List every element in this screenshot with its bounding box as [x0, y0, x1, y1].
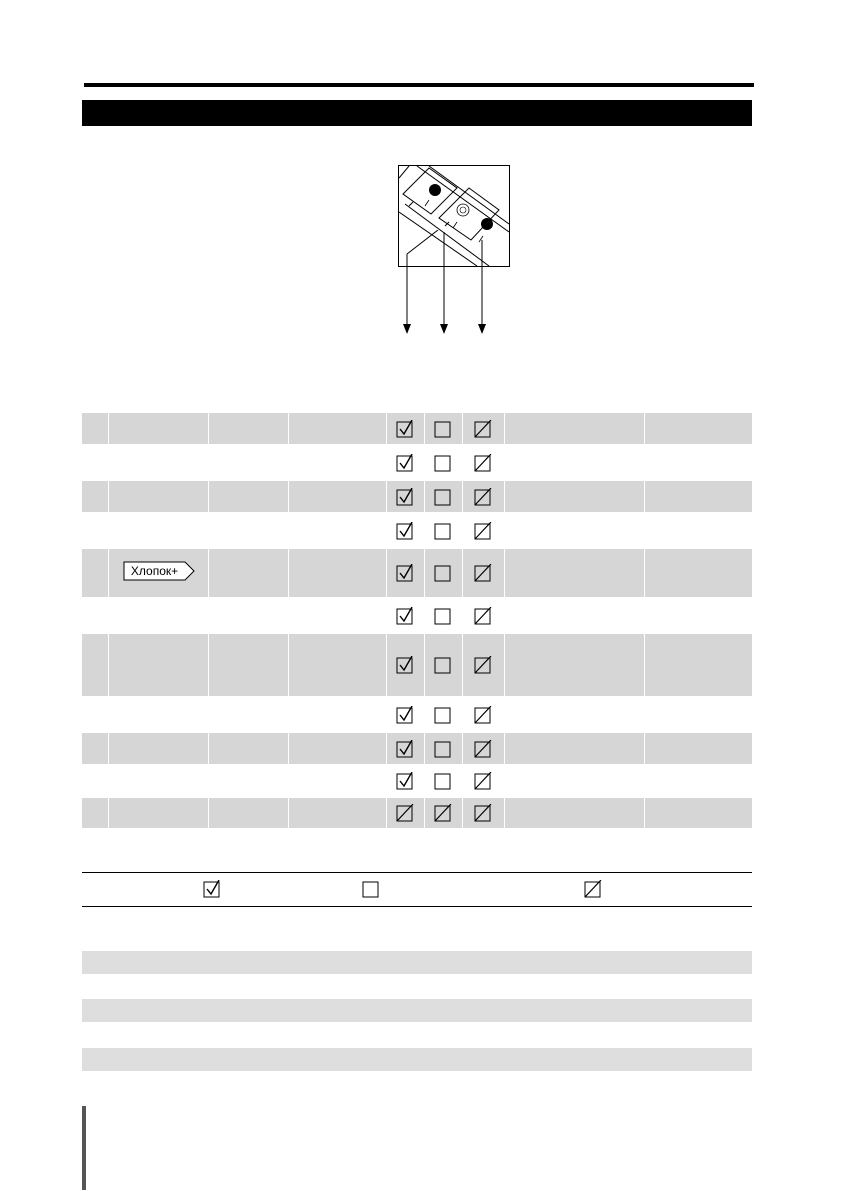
table-cell	[644, 798, 752, 828]
table-cell	[288, 698, 386, 731]
table-cell	[288, 446, 386, 479]
table-row	[82, 599, 752, 632]
table-cell	[504, 481, 644, 512]
table-cell	[386, 599, 424, 632]
empty-box-icon	[425, 420, 462, 438]
table-row	[82, 514, 752, 547]
check-mark-icon	[387, 564, 424, 582]
table-cell	[82, 549, 108, 597]
table-cell	[424, 549, 462, 597]
table-cell	[208, 733, 288, 764]
table-cell	[82, 413, 108, 444]
legend-empty-icon	[362, 880, 380, 898]
table-cell	[462, 766, 504, 796]
table-cell	[644, 766, 752, 796]
table-cell	[108, 514, 208, 547]
not-applicable-icon	[463, 488, 504, 506]
table-cell	[386, 481, 424, 512]
table-cell	[504, 634, 644, 696]
table-cell	[386, 733, 424, 764]
table-cell	[424, 514, 462, 547]
table-row	[82, 413, 752, 444]
table-cell	[504, 514, 644, 547]
table-cell	[424, 766, 462, 796]
table-cell	[644, 549, 752, 597]
table-cell	[504, 698, 644, 731]
check-mark-icon	[387, 772, 424, 790]
table-cell	[462, 634, 504, 696]
table-cell	[386, 798, 424, 828]
detergent-compartment-icon	[429, 184, 441, 196]
not-applicable-icon	[425, 804, 462, 822]
table-cell	[462, 413, 504, 444]
empty-box-icon	[425, 564, 462, 582]
not-applicable-icon	[463, 607, 504, 625]
table-cell	[288, 481, 386, 512]
table-cell	[108, 446, 208, 479]
table-cell	[462, 549, 504, 597]
table-cell	[424, 413, 462, 444]
table-cell	[108, 481, 208, 512]
not-applicable-icon	[463, 522, 504, 540]
table-cell	[386, 698, 424, 731]
empty-box-icon	[425, 607, 462, 625]
table-cell	[386, 413, 424, 444]
table-cell	[462, 733, 504, 764]
prewash-compartment-icon	[481, 218, 493, 230]
table-cell	[82, 481, 108, 512]
section-title-bar	[82, 100, 752, 126]
table-cell	[208, 446, 288, 479]
table-cell	[644, 514, 752, 547]
table-cell	[288, 599, 386, 632]
legend-not-applicable-icon	[584, 880, 602, 898]
empty-box-icon	[425, 656, 462, 674]
table-cell	[108, 413, 208, 444]
table-cell	[82, 514, 108, 547]
table-cell	[462, 481, 504, 512]
table-cell	[108, 634, 208, 696]
table-cell	[82, 698, 108, 731]
check-mark-icon	[387, 454, 424, 472]
table-cell	[208, 481, 288, 512]
table-cell	[424, 733, 462, 764]
program-compartment-table	[82, 413, 752, 828]
compartment-pointer-arrows	[390, 230, 500, 340]
table-row	[82, 733, 752, 764]
check-mark-icon	[387, 740, 424, 758]
note-band-3	[82, 1048, 752, 1071]
check-mark-icon	[387, 488, 424, 506]
table-cell	[462, 599, 504, 632]
table-row	[82, 481, 752, 512]
table-cell	[208, 798, 288, 828]
table-cell	[462, 798, 504, 828]
table-cell	[504, 446, 644, 479]
table-cell	[82, 634, 108, 696]
table-cell	[644, 599, 752, 632]
not-applicable-icon	[463, 564, 504, 582]
check-mark-icon	[387, 656, 424, 674]
table-cell	[288, 733, 386, 764]
empty-box-icon	[425, 740, 462, 758]
table-cell	[462, 698, 504, 731]
check-mark-icon	[387, 607, 424, 625]
table-cell	[644, 413, 752, 444]
table-cell	[288, 413, 386, 444]
table-cell	[288, 549, 386, 597]
table-cell	[288, 514, 386, 547]
table-cell	[424, 634, 462, 696]
table-cell	[462, 446, 504, 479]
table-cell	[644, 481, 752, 512]
table-cell	[108, 549, 208, 597]
check-mark-icon	[387, 706, 424, 724]
legend-rule-bottom	[82, 906, 752, 907]
program-button-label: Хлопок+	[123, 561, 195, 581]
note-band-1	[82, 951, 752, 974]
table-cell	[208, 549, 288, 597]
table-row	[82, 549, 752, 597]
softener-compartment-icon	[457, 204, 469, 216]
table-cell	[108, 599, 208, 632]
note-band-2	[82, 999, 752, 1022]
not-applicable-icon	[387, 804, 424, 822]
table-row	[82, 698, 752, 731]
table-cell	[82, 766, 108, 796]
table-cell	[208, 514, 288, 547]
table-cell	[504, 549, 644, 597]
table-cell	[108, 766, 208, 796]
table-cell	[424, 481, 462, 512]
table-cell	[208, 634, 288, 696]
table-cell	[108, 733, 208, 764]
empty-box-icon	[425, 772, 462, 790]
empty-box-icon	[425, 522, 462, 540]
table-row	[82, 766, 752, 796]
table-cell	[504, 798, 644, 828]
table-cell	[208, 599, 288, 632]
table-cell	[386, 766, 424, 796]
table-cell	[386, 446, 424, 479]
table-cell	[288, 634, 386, 696]
not-applicable-icon	[463, 772, 504, 790]
table-cell	[82, 446, 108, 479]
table-cell	[208, 766, 288, 796]
table-cell	[82, 599, 108, 632]
table-cell	[644, 634, 752, 696]
table-cell	[82, 733, 108, 764]
empty-box-icon	[425, 706, 462, 724]
table-cell	[82, 798, 108, 828]
table-cell	[504, 599, 644, 632]
table-cell	[386, 514, 424, 547]
table-cell	[424, 698, 462, 731]
table-cell	[386, 549, 424, 597]
not-applicable-icon	[463, 454, 504, 472]
table-cell	[644, 733, 752, 764]
table-cell	[208, 413, 288, 444]
not-applicable-icon	[463, 656, 504, 674]
table-cell	[644, 446, 752, 479]
table-cell	[424, 798, 462, 828]
table-cell	[504, 413, 644, 444]
page-margin-bar	[82, 1106, 86, 1190]
header-rule	[84, 83, 754, 87]
table-cell	[208, 698, 288, 731]
table-cell	[462, 514, 504, 547]
empty-box-icon	[425, 454, 462, 472]
table-cell	[644, 698, 752, 731]
table-cell	[504, 766, 644, 796]
table-row	[82, 446, 752, 479]
table-cell	[108, 798, 208, 828]
table-cell	[288, 798, 386, 828]
not-applicable-icon	[463, 706, 504, 724]
table-cell	[386, 634, 424, 696]
legend-check-icon	[203, 880, 221, 898]
table-cell	[424, 599, 462, 632]
table-cell	[504, 733, 644, 764]
table-cell	[108, 698, 208, 731]
table-row	[82, 634, 752, 696]
check-mark-icon	[387, 420, 424, 438]
not-applicable-icon	[463, 804, 504, 822]
legend-rule-top	[82, 872, 752, 873]
table-cell	[424, 446, 462, 479]
not-applicable-icon	[463, 420, 504, 438]
table-cell	[288, 766, 386, 796]
empty-box-icon	[425, 488, 462, 506]
check-mark-icon	[387, 522, 424, 540]
not-applicable-icon	[463, 740, 504, 758]
table-row	[82, 798, 752, 828]
